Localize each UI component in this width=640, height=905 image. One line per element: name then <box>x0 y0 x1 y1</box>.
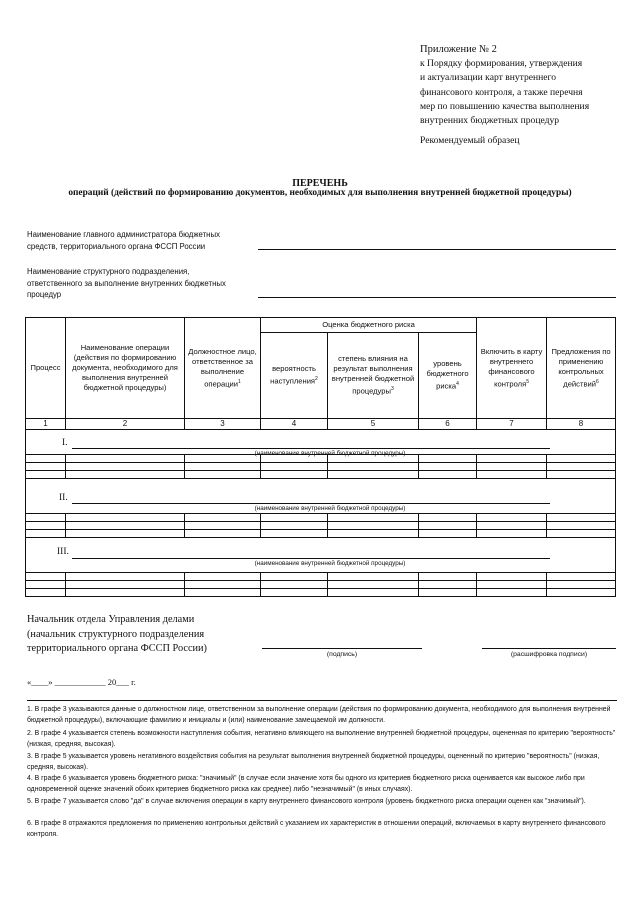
col-number: 5 <box>328 419 419 430</box>
document-title: ПЕРЕЧЕНЬ <box>292 178 348 189</box>
header-probability: вероятность наступления$^2$ <box>261 333 328 419</box>
header-risk-group: Оценка бюджетного риска <box>261 318 477 333</box>
col-number: 4 <box>261 419 328 430</box>
signatory-block <box>27 613 277 657</box>
footnote: 3. В графе 5 указывается уровень негативного воздействия события на результат выполнения внутренней бюджетной процедуры, оцененный по критерию "вероятность" (низкая, средняя, высокая). <box>27 753 600 771</box>
appendix-title: Приложение № 2 <box>420 44 497 55</box>
name-decode-caption: (расшифровка подписи) <box>510 651 588 658</box>
procedure-caption: (наименование внутренней бюджетной процедуры) <box>254 505 406 512</box>
col-number: 6 <box>419 419 477 430</box>
sample-label: Рекомендуемый образец <box>420 135 520 146</box>
procedure-name-line[interactable] <box>72 448 550 449</box>
col-number: 2 <box>66 419 185 430</box>
date-field[interactable]: «____» ____________ 20___ г. <box>27 677 136 687</box>
division-field-line[interactable] <box>258 297 616 298</box>
appendix-line: и актуализации карт внутреннего <box>420 72 557 84</box>
appendix-block <box>420 43 635 128</box>
col-number: 1 <box>26 419 66 430</box>
col-number: 7 <box>477 419 547 430</box>
appendix-line: внутренних бюджетных процедур <box>420 115 560 127</box>
procedure-caption: (наименование внутренней бюджетной процедуры) <box>254 450 406 457</box>
procedure-name-line[interactable] <box>72 558 550 559</box>
section-label: I. <box>62 438 68 448</box>
admin-field-line[interactable] <box>258 249 616 250</box>
operations-table <box>25 317 616 597</box>
appendix-line: к Порядку формирования, утверждения <box>420 58 583 70</box>
signatory-line: Начальник отдела Управления делами <box>27 614 195 625</box>
admin-label-line: средств, территориального органа ФССП России <box>27 241 206 251</box>
appendix-line: финансового контроля, а также перечня <box>420 86 583 98</box>
col-number: 8 <box>547 419 616 430</box>
admin-field-label <box>27 229 252 252</box>
footnote: 5. В графе 7 указывается слово "да" в случае включения операции в карту внутреннего финансового контроля (уровень бюджетного риска операции оценен как "значимый"). <box>27 798 586 805</box>
header-process: Процесс <box>26 318 66 419</box>
footnote-divider <box>27 700 617 701</box>
signature-line[interactable] <box>262 648 422 649</box>
division-label-line: ответственного за выполнение внутренних бюджетных <box>27 278 226 288</box>
signature-caption: (подпись) <box>326 651 358 658</box>
division-label-line: процедур <box>27 290 62 299</box>
footnote: 2. В графе 4 указывается степень возможности наступления события, негативно влияющего на выполнение внутренней бюджетной процедуры, оцененная по критерию "вероятность" (низкая, средняя, высокая). <box>27 730 616 748</box>
signatory-line: (начальник структурного подразделения <box>27 628 205 640</box>
header-impact: степень влияния на результат выполнения внутренней бюджетной процедуры$^3$ <box>328 333 419 419</box>
procedure-caption: (наименование внутренней бюджетной процедуры) <box>254 560 406 567</box>
admin-label-line: Наименование главного администратора бюджетных <box>27 230 220 239</box>
footnote: 4. В графе 6 указывается уровень бюджетного риска: "значимый" (в случае если значение хотя бы одного из критериев бюджетного риска оценивается как высокое либо при одновременной оценке значений обоих критериев бюджетного риска как среднее) либо "незначимый" (в иных случаях). <box>27 775 585 793</box>
header-official: Должностное лицо, ответственное за выполнение операции$^1$ <box>185 318 261 419</box>
appendix-line: мер по повышению качества выполнения <box>420 100 590 112</box>
header-include-map: Включить в карту внутреннего финансового контроля$^5$ <box>477 318 547 419</box>
section-label: III. <box>57 547 69 557</box>
section-row <box>26 538 616 573</box>
header-proposals: Предложения по применению контрольных действий$^6$ <box>547 318 616 419</box>
division-label-line: Наименование структурного подразделения, <box>27 267 190 276</box>
document-subtitle: операций (действий по формированию документов, необходимых для выполнения внутренней бюджетной процедуры) <box>68 188 572 198</box>
procedure-name-line[interactable] <box>72 503 550 504</box>
footnote: 6. В графе 8 отражаются предложения по применению контрольных действий с указанием их характеристик в отношении операций, включаемых в карту внутреннего финансового контроля. <box>27 820 606 838</box>
signatory-line: территориального органа ФССП России) <box>27 643 207 654</box>
section-label: II. <box>59 493 68 503</box>
footnote: 1. В графе 3 указываются данные о должностном лице, ответственном за выполнение операции (действия по формированию документа, необходимого для выполнения внутренней бюджетной процедуры), включающие фамилию и инициалы и (или) наименование замещаемой им должности. <box>27 706 611 724</box>
col-number: 3 <box>185 419 261 430</box>
division-field-label <box>27 266 252 301</box>
header-operation: Наименование операции (действия по формированию документа, необходимого для выполнения внутренней бюджетной процедуры) <box>66 318 185 419</box>
header-risk-level: уровень бюджетного риска$^4$ <box>419 333 477 419</box>
name-decode-line[interactable] <box>482 648 616 649</box>
